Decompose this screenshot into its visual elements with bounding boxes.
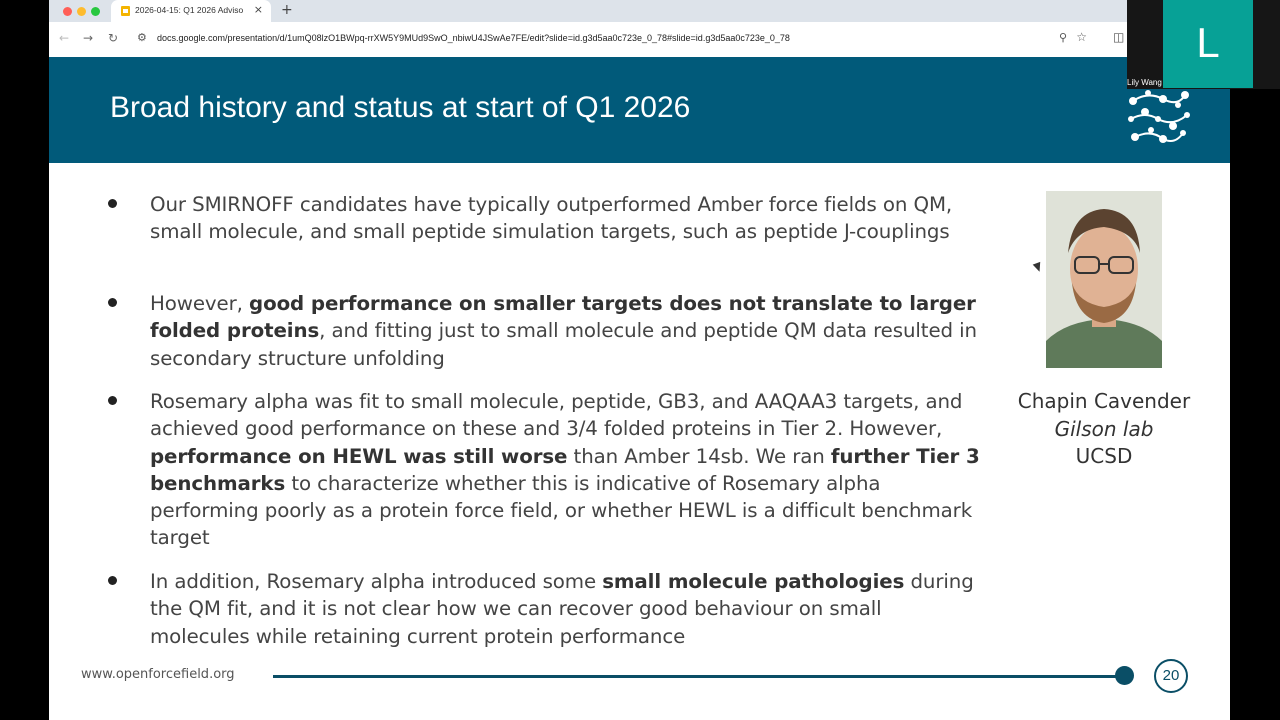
new-tab-button[interactable]: + — [281, 2, 293, 18]
presenter-photo — [1046, 191, 1162, 368]
bullet-text — [150, 568, 980, 650]
bullet-run-text: Rosemary alpha was fit to small molecule, peptide, GB3, and AAQAA3 targets, and achieved good performance on these and 3/4 folded proteins in Tier 2. However, — [150, 390, 963, 441]
slide-progress-bar — [273, 675, 1120, 678]
participant-name: Lily Wang — [1127, 78, 1162, 87]
tune-icon[interactable]: ⚙ — [137, 31, 147, 44]
browser-tab[interactable] — [111, 0, 271, 22]
forward-arrow-icon[interactable]: → — [83, 31, 94, 45]
page-number: 20 — [1154, 659, 1188, 693]
presentation-slide — [49, 57, 1230, 720]
browser-window — [49, 0, 1127, 57]
bullet-dot — [108, 199, 117, 208]
video-participant-tile[interactable] — [1127, 0, 1280, 89]
bullet-dot — [108, 576, 117, 585]
bullet-emphasis-text: small molecule pathologies — [602, 570, 905, 593]
extensions-icon[interactable]: ◫ — [1113, 30, 1125, 44]
back-arrow-icon[interactable]: ← — [59, 31, 70, 45]
bullet-run-text: However, — [150, 292, 250, 315]
bullet-run-text: In addition, Rosemary alpha introduced some — [150, 570, 603, 593]
url-text[interactable]: docs.google.com/presentation/d/1umQ08lzO1BWpq-rrXW5Y9MUd9SwO_nbiwU4JSwAe7FE/edit?slide=id.g3d5aa0c723e_0_78#slide=id.g3d5aa0c723e_0_78 — [157, 33, 790, 43]
presenter-institution: UCSD — [1075, 444, 1133, 468]
minimize-window-button[interactable] — [77, 7, 86, 16]
tab-close-icon[interactable]: × — [253, 3, 263, 16]
zoom-icon[interactable]: ⚲ — [1058, 31, 1067, 44]
address-bar[interactable] — [131, 28, 1089, 50]
bullet-text — [150, 388, 980, 552]
star-icon[interactable]: ☆ — [1076, 30, 1087, 44]
bullet-text — [150, 191, 980, 246]
browser-toolbar — [49, 22, 1127, 57]
slide-title: Broad history and status at start of Q1 2026 — [110, 91, 691, 124]
bullet-emphasis-text: performance on HEWL was still worse — [150, 444, 568, 468]
slide-progress-knob — [1115, 666, 1134, 685]
bullet-text — [150, 290, 980, 372]
bullet-run-text: Our SMIRNOFF candidates have typically outperformed Amber force fields on QM, small molecule, and small peptide simulation targets, such as peptide J-couplings — [150, 193, 953, 244]
tab-strip — [49, 0, 1127, 22]
footer-url: www.openforcefield.org — [81, 667, 235, 682]
bullet-dot — [108, 298, 117, 307]
openff-molecule-logo — [1123, 81, 1193, 151]
participant-avatar: L — [1163, 0, 1253, 88]
reload-icon[interactable]: ↻ — [108, 31, 119, 45]
presenter-caption — [999, 388, 1209, 471]
maximize-window-button[interactable] — [91, 7, 100, 16]
slides-favicon-icon — [121, 6, 130, 16]
slide-header — [49, 57, 1230, 163]
bullet-run-text: during the QM fit, and it is not clear how we can recover good behaviour on small molecules while retaining current protein performance — [150, 570, 974, 648]
bullet-emphasis-text: further Tier 3 benchmarks — [150, 444, 980, 495]
tab-title: 2026-04-15: Q1 2026 Adviso — [135, 5, 244, 15]
presenter-lab: Gilson lab — [1054, 416, 1154, 441]
bullet-run-text: than Amber 14sb. We ran — [567, 444, 831, 468]
bullet-run-text: , and fitting just to small molecule and peptide QM data resulted in secondary structure unfolding — [150, 319, 977, 370]
bullet-dot — [108, 396, 117, 405]
bullet-run-text: to characterize whether this is indicative of Rosemary alpha performing poorly as a protein force field, or whether HEWL is a difficult benchmark target — [150, 471, 973, 550]
close-window-button[interactable] — [63, 7, 72, 16]
presenter-name: Chapin Cavender — [1017, 389, 1191, 413]
bullet-emphasis-text: good performance on smaller targets does not translate to larger folded proteins — [150, 292, 976, 343]
